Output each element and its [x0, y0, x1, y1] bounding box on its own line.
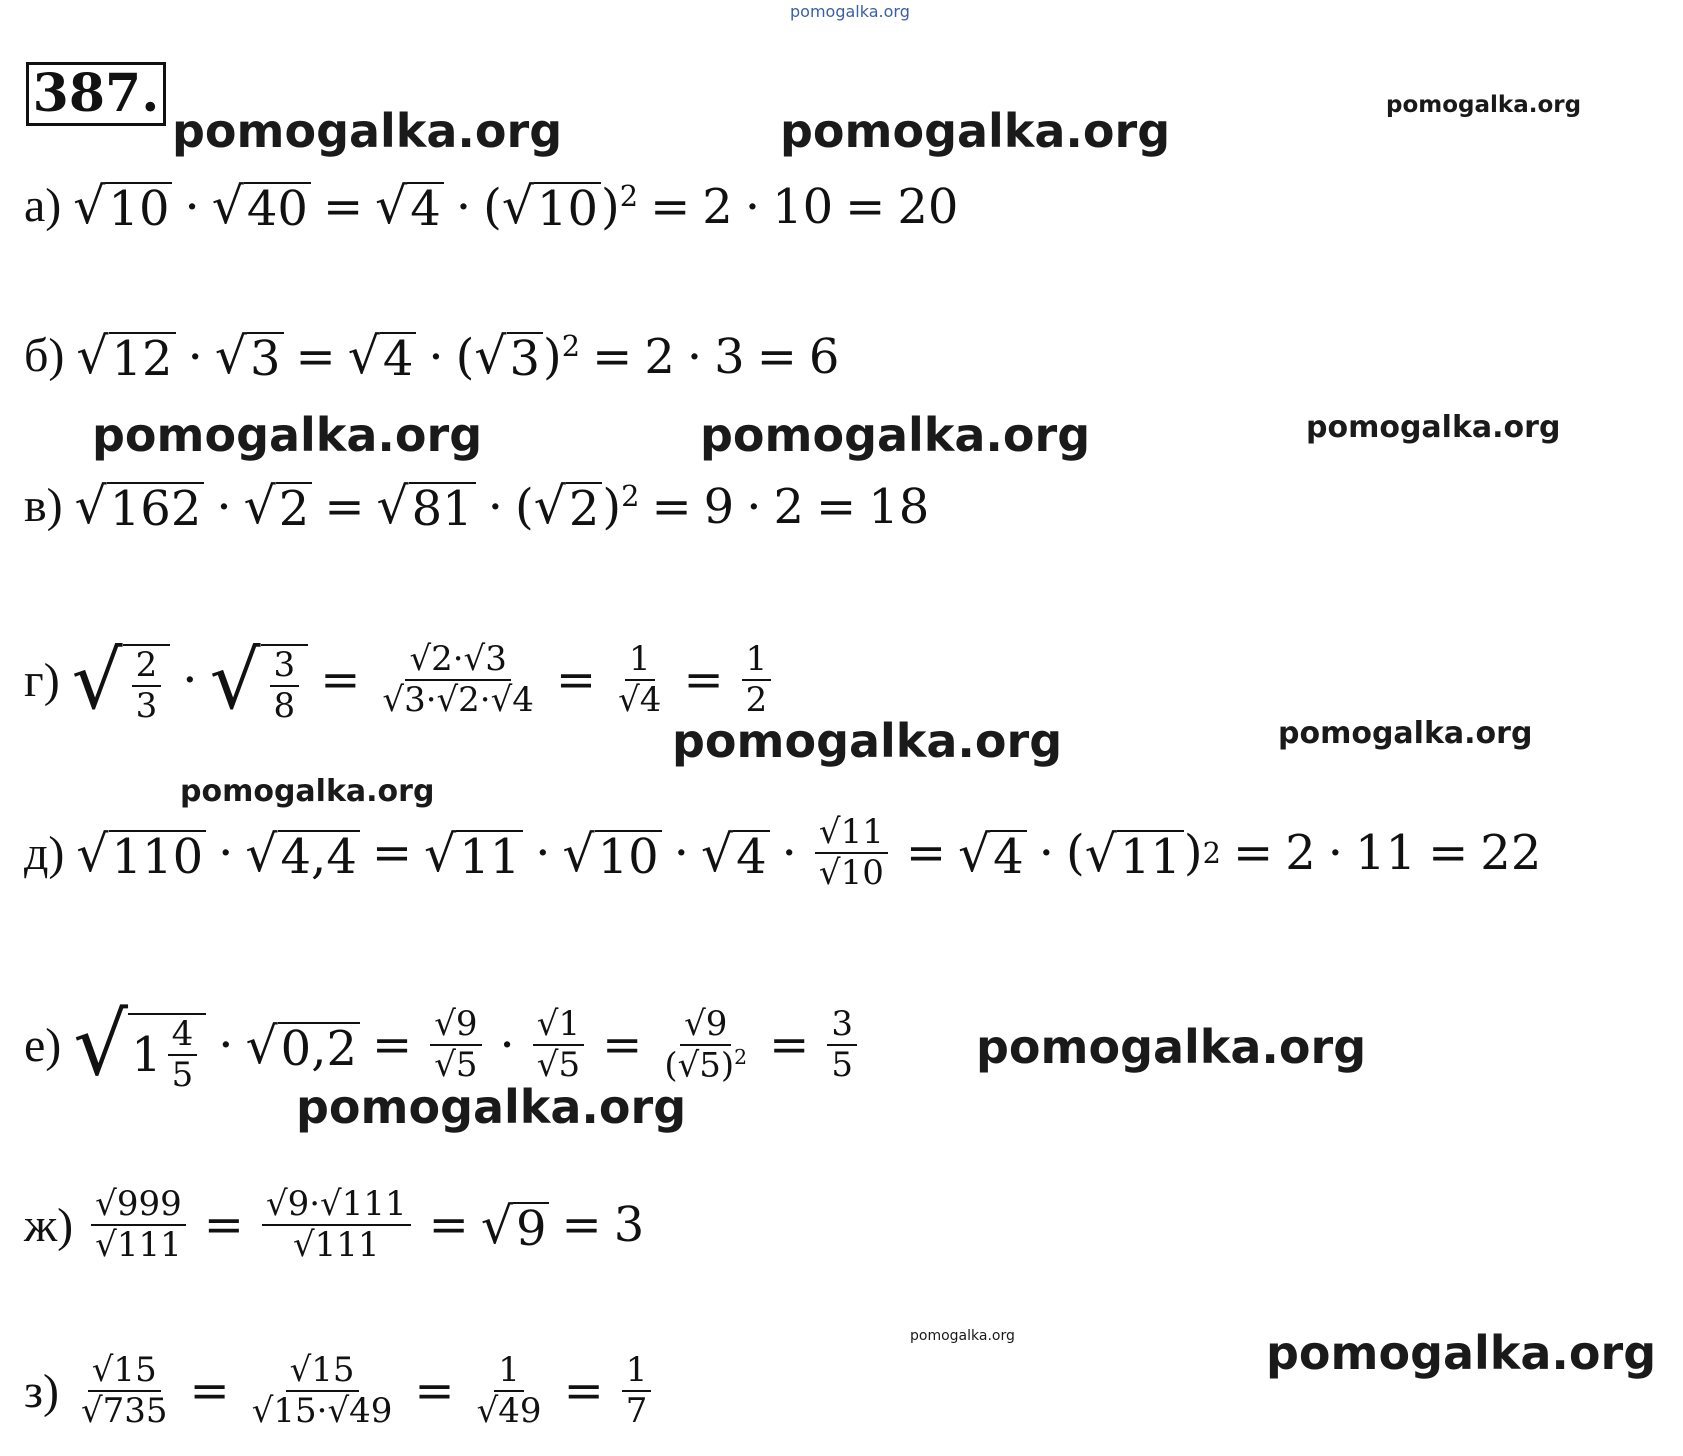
item-label: д) [24, 826, 65, 880]
item-zh [24, 1160, 644, 1290]
watermark: pomogalka.org [296, 1080, 687, 1134]
watermark: pomogalka.org [1386, 92, 1582, 118]
watermark: pomogalka.org [1266, 1326, 1657, 1380]
item-label: ж) [24, 1198, 74, 1252]
equation-d: √ 110 · √ 4,4 = √ 11 · √ 10 · √ 4 · $\frac{√11}{√10}$ = √ 4 · ( √ 11 ) 2 = 2 · 11 = 22 [76, 811, 1542, 893]
item-b [24, 290, 839, 420]
watermark-top: pomogalka.org [790, 2, 910, 21]
item-g [24, 610, 777, 750]
watermark: pomogalka.org [910, 1328, 1015, 1344]
equation-b: √ 12 · √ 3 = √ 4 · ( √ 3 )$^2$ = 2 · 3 = 6 [76, 325, 840, 388]
item-label: б) [24, 328, 65, 382]
item-label: в) [24, 478, 63, 532]
item-v [24, 440, 929, 570]
item-label: е) [24, 1018, 62, 1072]
problem-number: 387. [26, 62, 166, 126]
watermark: pomogalka.org [976, 1020, 1367, 1074]
watermark: pomogalka.org [92, 408, 483, 462]
watermark: pomogalka.org [672, 714, 1063, 768]
item-e [24, 970, 863, 1120]
equation-z: $\frac{√15}{√735}$ = $\frac{√15}{√15\cdot√49}$ = $\frac{1}{√49}$ = $\frac{1}{7}$ [71, 1351, 657, 1431]
item-label: а) [24, 178, 62, 232]
item-d [24, 788, 1541, 918]
watermark: pomogalka.org [172, 104, 563, 158]
equation-g: √ $\frac{2}{3}$ · √ $\frac{3}{8}$ = $\frac{√2\cdot√3}{√3\cdot√2\cdot√4}$ = $\frac{1}{√4}$ = $\frac{1}{2}$ [72, 634, 778, 727]
item-label: з) [24, 1364, 59, 1418]
equation-v: √ 162 · √ 2 = √ 81 · ( √ 2 )$^2$ = 9 · 2 = 18 [74, 475, 930, 538]
watermark: pomogalka.org [1278, 716, 1533, 751]
equation-e: √ 1 $\frac{4}{5}$ · √ 0,2 = $\frac{√9}{√5}$ · $\frac{√1}{√5}$ = $\frac{√9}{(√5)^2}$ = $\frac{3}{5}$ [73, 995, 863, 1095]
equation-a: √ 10 · √ 40 = √ 4 · ( √ 10 )$^2$ = 2 · 10 = 20 [73, 175, 959, 238]
watermark: pomogalka.org [780, 104, 1171, 158]
item-a [24, 140, 958, 270]
equation-zh: $\frac{√999}{√111}$ = $\frac{√9\cdot√111}{√111}$ = √ 9 = 3 [85, 1185, 644, 1265]
item-z [24, 1326, 657, 1456]
watermark: pomogalka.org [180, 774, 435, 809]
item-label: г) [24, 653, 60, 707]
watermark: pomogalka.org [700, 408, 1091, 462]
watermark: pomogalka.org [1306, 410, 1561, 445]
